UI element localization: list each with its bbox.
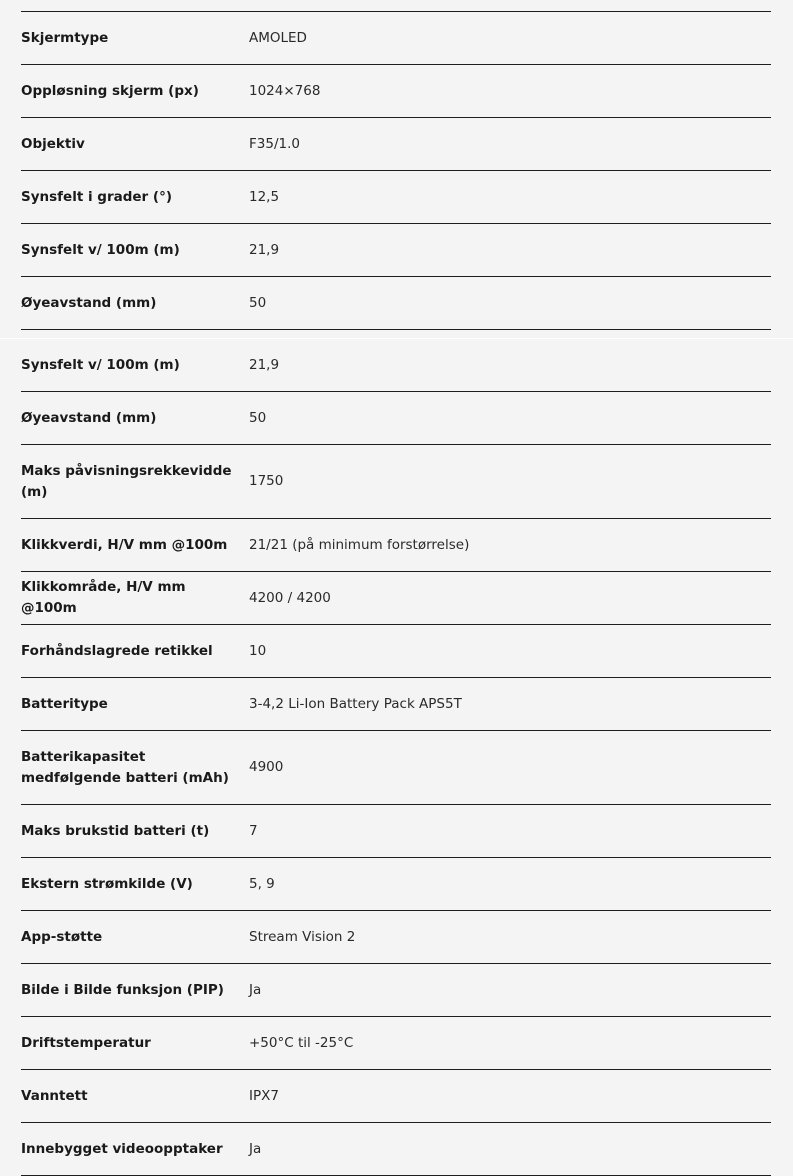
spec-value: 50: [249, 277, 771, 330]
spec-table-top: [21, 11, 771, 330]
spec-value: Ja: [249, 964, 771, 1017]
spec-value: 3-4,2 Li-Ion Battery Pack APS5T: [249, 678, 771, 731]
spec-row: [21, 339, 771, 392]
spec-label: Synsfelt i grader (°): [21, 171, 249, 224]
spec-label: Maks brukstid batteri (t): [21, 805, 249, 858]
spec-row: [21, 911, 771, 964]
spec-value: 5, 9: [249, 858, 771, 911]
spec-value: 21,9: [249, 339, 771, 392]
spec-value: 50: [249, 392, 771, 445]
spec-row: [21, 805, 771, 858]
spec-row: [21, 1017, 771, 1070]
spec-value: IPX7: [249, 1070, 771, 1123]
spec-value: Stream Vision 2: [249, 911, 771, 964]
spec-value: F35/1.0: [249, 118, 771, 171]
spec-row: [21, 625, 771, 678]
spec-label: Øyeavstand (mm): [21, 277, 249, 330]
spec-value: 12,5: [249, 171, 771, 224]
spec-label: Innebygget videoopptaker: [21, 1123, 249, 1176]
spec-value: 10: [249, 625, 771, 678]
spec-row: [21, 1123, 771, 1176]
spec-row: [21, 171, 771, 224]
spec-row: [21, 1070, 771, 1123]
spec-panel-top: [0, 11, 793, 338]
spec-label: Forhåndslagrede retikkel: [21, 625, 249, 678]
spec-value: 1024×768: [249, 65, 771, 118]
spec-row: [21, 277, 771, 330]
spec-label: Driftstemperatur: [21, 1017, 249, 1070]
spec-label: App-støtte: [21, 911, 249, 964]
spec-label: Objektiv: [21, 118, 249, 171]
spec-value: 4900: [249, 731, 771, 805]
spec-table-bottom: [21, 339, 771, 1176]
spec-value: 21/21 (på minimum forstørrelse): [249, 519, 771, 572]
spec-row: [21, 445, 771, 519]
spec-value: 21,9: [249, 224, 771, 277]
spec-row: [21, 678, 771, 731]
spec-label: Skjermtype: [21, 12, 249, 65]
spec-row: [21, 572, 771, 625]
spec-row: [21, 224, 771, 277]
spec-value: 4200 / 4200: [249, 572, 771, 625]
spec-label: Synsfelt v/ 100m (m): [21, 339, 249, 392]
spec-row: [21, 12, 771, 65]
spec-row: [21, 858, 771, 911]
spec-label: Maks påvisningsrekkevidde (m): [21, 445, 249, 519]
spec-label: Vanntett: [21, 1070, 249, 1123]
spec-value: 1750: [249, 445, 771, 519]
spec-value: +50°C til -25°C: [249, 1017, 771, 1070]
spec-row: [21, 392, 771, 445]
spec-row: [21, 118, 771, 171]
spec-label: Ekstern strømkilde (V): [21, 858, 249, 911]
spec-row: [21, 519, 771, 572]
spec-value: 7: [249, 805, 771, 858]
spec-label: Bilde i Bilde funksjon (PIP): [21, 964, 249, 1017]
spec-label: Batteritype: [21, 678, 249, 731]
spec-value: AMOLED: [249, 12, 771, 65]
spec-label: Klikkverdi, H/V mm @100m: [21, 519, 249, 572]
spec-label: Synsfelt v/ 100m (m): [21, 224, 249, 277]
spec-panel-bottom: [0, 339, 793, 1176]
spec-label: Øyeavstand (mm): [21, 392, 249, 445]
spec-row: [21, 964, 771, 1017]
spec-row: [21, 731, 771, 805]
spec-label: Oppløsning skjerm (px): [21, 65, 249, 118]
spec-label: Klikkområde, H/V mm @100m: [21, 572, 249, 625]
spec-label: Batterikapasitet medfølgende batteri (mAh): [21, 731, 249, 805]
spec-value: Ja: [249, 1123, 771, 1176]
spec-row: [21, 65, 771, 118]
